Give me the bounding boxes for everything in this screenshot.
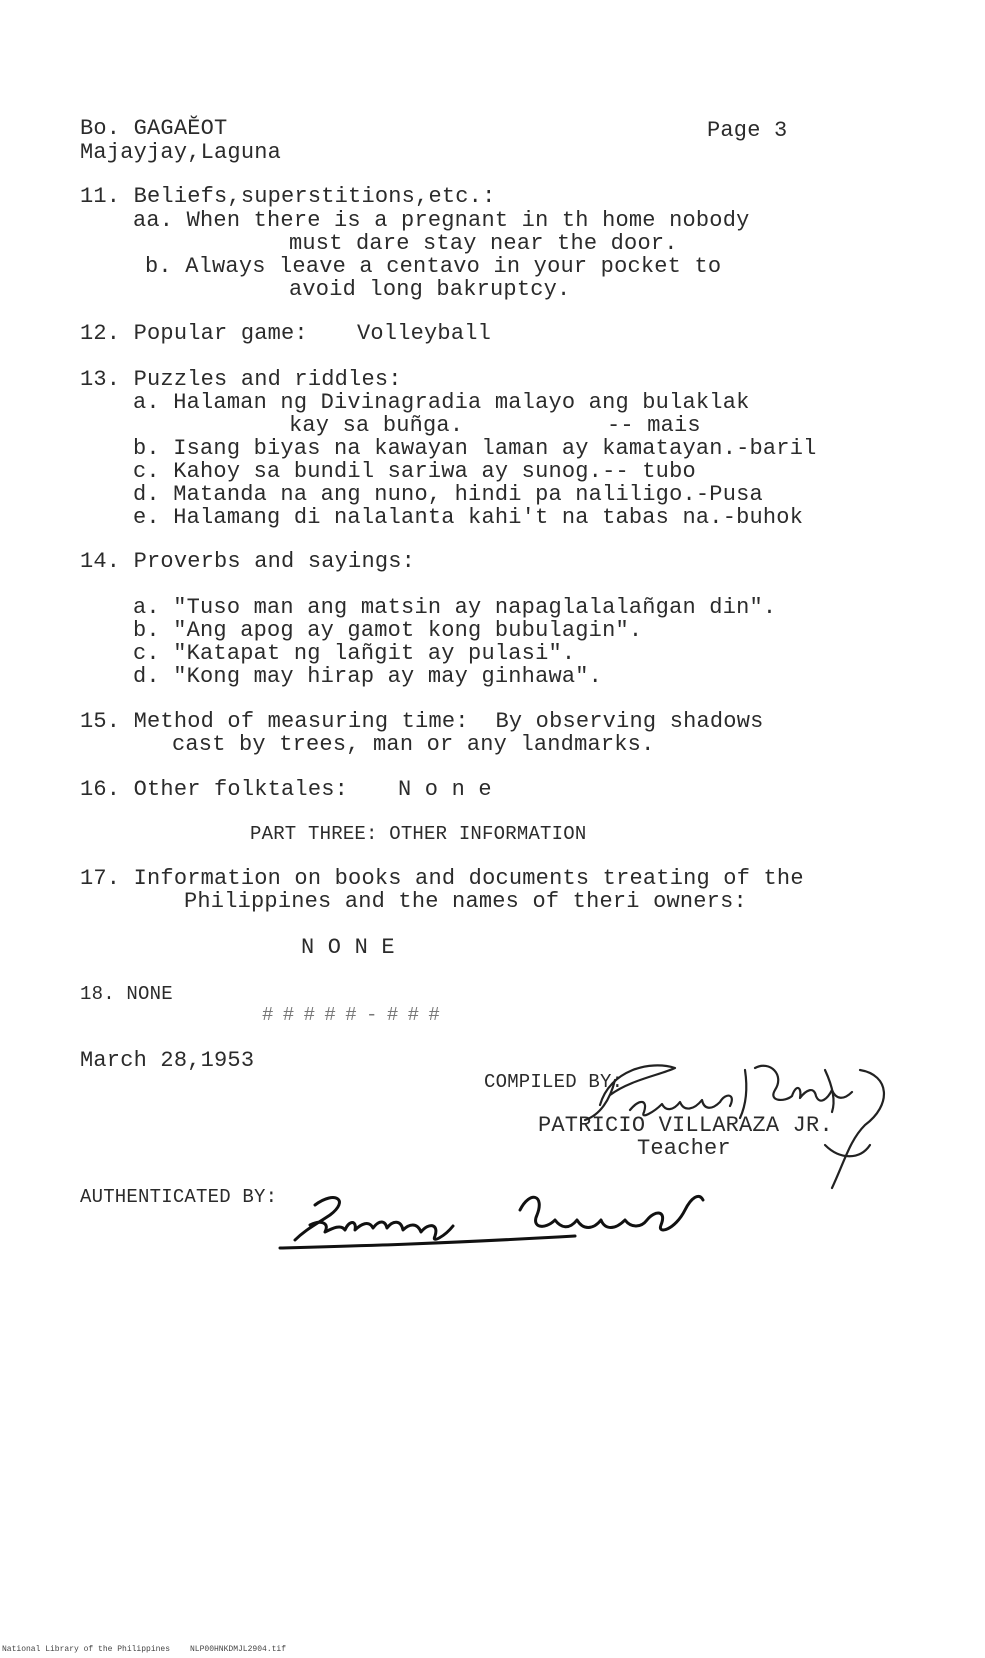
section-16-label: 16. Other folktales: (80, 777, 349, 802)
section-15-line2: cast by trees, man or any landmarks. (172, 732, 655, 757)
riddle-b: b. Isang biyas na kawayan laman ay kamatayan.-baril (133, 436, 817, 461)
proverb-b: b. "Ang apog ay gamot kong bubulagin". (133, 618, 643, 643)
riddle-c: c. Kahoy sa bundil sariwa ay sunog.-- tubo (133, 459, 696, 484)
authenticated-by-label: AUTHENTICATED BY: (80, 1186, 278, 1208)
compiled-by-label: COMPILED BY: (484, 1071, 624, 1093)
compiler-title: Teacher (637, 1136, 731, 1161)
belief-a-line2: must dare stay near the door. (289, 231, 678, 256)
section-12-label: 12. Popular game: (80, 321, 308, 346)
riddle-a-line2: kay sa buñga. (289, 413, 464, 438)
part-three-heading: PART THREE: OTHER INFORMATION (250, 823, 587, 845)
town-name: Majayjay,Laguna (80, 140, 282, 165)
belief-b-line1: b. Always leave a centavo in your pocket to (145, 254, 722, 279)
section-11-title: 11. Beliefs,superstitions,etc.: (80, 184, 496, 209)
authenticator-signature (275, 1180, 725, 1260)
documents-value: N O N E (301, 935, 395, 960)
riddle-d: d. Matanda na ang nuno, hindi pa naliligo.-Pusa (133, 482, 763, 507)
popular-game-value: Volleyball (357, 321, 492, 346)
star-divider: # # # # # - # # # (262, 1004, 439, 1026)
section-14-title: 14. Proverbs and sayings: (80, 549, 416, 574)
riddle-e: e. Halamang di nalalanta kahi't na tabas na.-buhok (133, 505, 804, 530)
proverb-c: c. "Katapat ng lañgit ay pulasi". (133, 641, 576, 666)
footer-library: National Library of the Philippines (2, 1645, 171, 1654)
proverb-d: d. "Kong may hirap ay may ginhawa". (133, 664, 603, 689)
riddle-a-answer: -- mais (607, 413, 701, 438)
belief-a-line1: aa. When there is a pregnant in th home nobody (133, 208, 750, 233)
page-number: Page 3 (707, 118, 788, 143)
compiler-name: PATRICIO VILLARAZA JR. (538, 1113, 833, 1138)
belief-b-line2: avoid long bakruptcy. (289, 277, 571, 302)
footer-filename: NLP00HNKDMJL2904.tif (190, 1645, 287, 1654)
compiler-signature (570, 1050, 900, 1190)
section-18-label: 18. NONE (80, 983, 173, 1005)
section-17-line2: Philippines and the names of theri owners: (184, 889, 747, 914)
section-13-title: 13. Puzzles and riddles: (80, 367, 402, 392)
barrio-name: Bo. GAGAĔOT (80, 116, 228, 141)
section-17-line1: 17. Information on books and documents treating of the (80, 866, 804, 891)
proverb-a: a. "Tuso man ang matsin ay napaglalalañgan din". (133, 595, 777, 620)
folktales-value: N o n e (398, 777, 492, 802)
section-15-line1: 15. Method of measuring time: By observing shadows (80, 709, 764, 734)
document-date: March 28,1953 (80, 1048, 255, 1073)
riddle-a-line1: a. Halaman ng Divinagradia malayo ang bulaklak (133, 390, 750, 415)
